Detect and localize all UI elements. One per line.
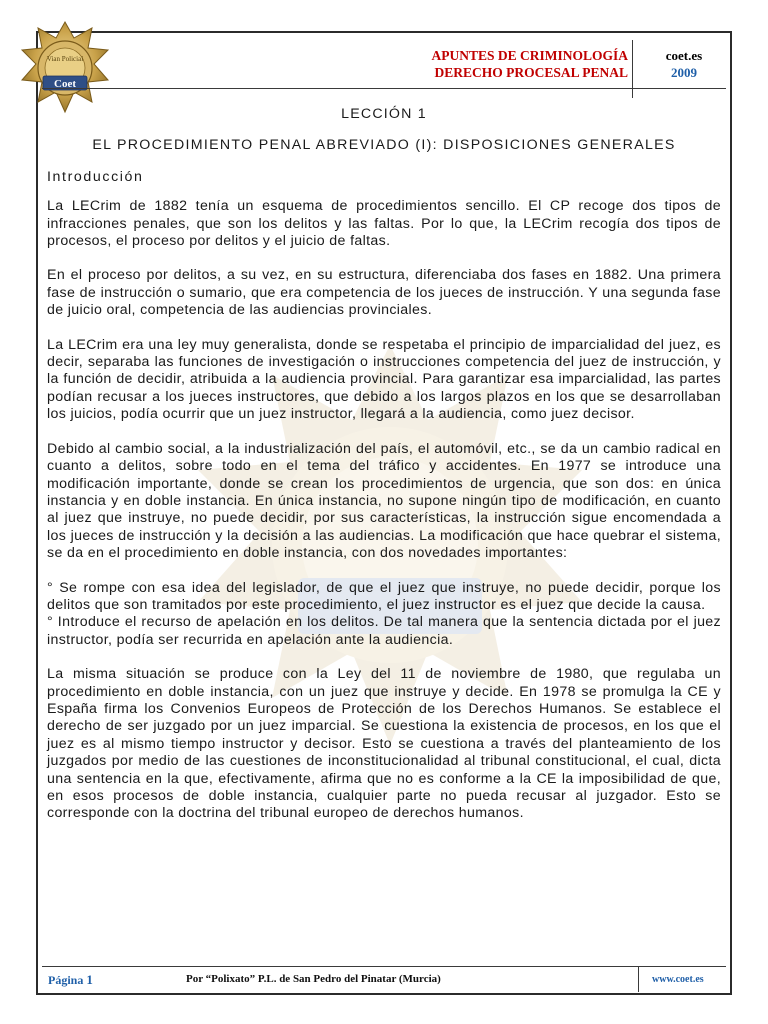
lesson-title: LECCIÓN 1 (341, 106, 427, 122)
header-title-line2: DERECHO PROCESAL PENAL (434, 65, 628, 80)
header-year: 2009 (671, 65, 697, 80)
header-divider (632, 40, 633, 98)
paragraph: La misma situación se produce con la Ley del 11 de noviembre de 1980, que regulaba un procedimiento en doble instancia, con un juez que instruye y decide. En 1978 se promulga la CE y España firma los Convenios Europeos de Protección de los Derechos Humanos. Se establece el derecho de ser juzgado por un juez imparcial. Se cuestiona la existencia de procesos, en los que el juez es al mismo tiempo instructor y decisor. Esto se cuestiona a través del planteamiento de los juzgados por medio de las cuestiones de inconstitucionalidad al tribunal constitucional, el cual, dicta una sentencia en la que, efectivamente, afirma que no es conforme a la CE la imposibilidad de que, en esos procesos de doble instancia, cualquier parte no pueda recusar al juzgador. Esto se corresponde con la doctrina del tribunal europeo de derechos humanos. (47, 666, 721, 822)
document-body (47, 106, 721, 840)
paragraph: La LECrim de 1882 tenía un esquema de procedimientos sencillo. El CP recoge dos tipos de infracciones penales, que son los delitos y las faltas. Por lo que, la LECrim recogía dos tipos de procesos, el proceso por delitos y el juicio de faltas. (47, 198, 721, 250)
badge-top-text: Vian Policial (46, 55, 84, 63)
section-heading: Introducción (47, 168, 144, 185)
header-title (300, 47, 628, 81)
bullet-item: ° Se rompe con esa idea del legislador, de que el juez que instruye, no puede decidir, porque los delitos que son tramitados por este procedimiento, el juez instructor es el juez que decide la causa. (47, 579, 721, 613)
footer-page (48, 972, 93, 988)
bullet-item: ° Introduce el recurso de apelación en los delitos. De tal manera que la sentencia dictada por el juez instructor, podía ser recurrida en apelación ante la audiencia. (47, 614, 721, 648)
paragraph: Debido al cambio social, a la industrialización del país, el automóvil, etc., se da un cambio radical en cuanto a delitos, sobre todo en el tema del tráfico y accidentes. En 1977 se introduce una modificación importante, donde se crean los procedimientos de urgencia, que son dos: en única instancia y en doble instancia. En única instancia, no supone ningún tipo de modificación, en cuanto al juez que instruye, no puede decidir, por sus características, la instrucción sigue encomendada a los jueces de instrucción y la decisión a las audiencias. La modificación que hace quebrar el sistema, se da en el procedimiento en doble instancia, con dos novedades importantes: (47, 440, 721, 562)
paragraph: La LECrim era una ley muy generalista, donde se respetaba el principio de imparcialidad del juez, es decir, separaba las funciones de investigación o instrucciones competencia del juez de instrucción, y la función de decidir, atribuida a la audiencia provincial. Para garantizar esa imparcialidad, las partes podían recusar a los jueces instructores, que debido a los largos plazos en los que se desarrollaban los juicios, podía ocurrir que un juez instructor, llegará a la audiencia, como juez decisor. (47, 336, 721, 423)
footer-author: Por “Polixato” P.L. de San Pedro del Pinatar (Murcia) (186, 973, 441, 985)
footer-rule (42, 966, 726, 967)
badge-label: Coet (54, 78, 76, 90)
header-site-block (640, 47, 728, 81)
header-title-line1: APUNTES DE CRIMINOLOGÍA (431, 48, 628, 63)
header-rule (42, 88, 726, 89)
police-badge-logo (18, 20, 112, 116)
header-site: coet.es (665, 48, 703, 63)
lesson-subtitle: EL PROCEDIMIENTO PENAL ABREVIADO (I): DISPOSICIONES GENERALES (92, 137, 676, 154)
paragraph: En el proceso por delitos, a su vez, en su estructura, diferenciaba dos fases en 1882. Una primera fase de instrucción o sumario, que era competencia de los jueces de instrucción. Y una segunda fase de juicio oral, competencia de las audiencias provinciales. (47, 267, 721, 319)
footer-divider (638, 966, 639, 992)
footer-url-link[interactable]: www.coet.es (652, 974, 704, 985)
footer-page-label: Página (48, 973, 84, 987)
footer-page-number: 1 (86, 972, 93, 987)
